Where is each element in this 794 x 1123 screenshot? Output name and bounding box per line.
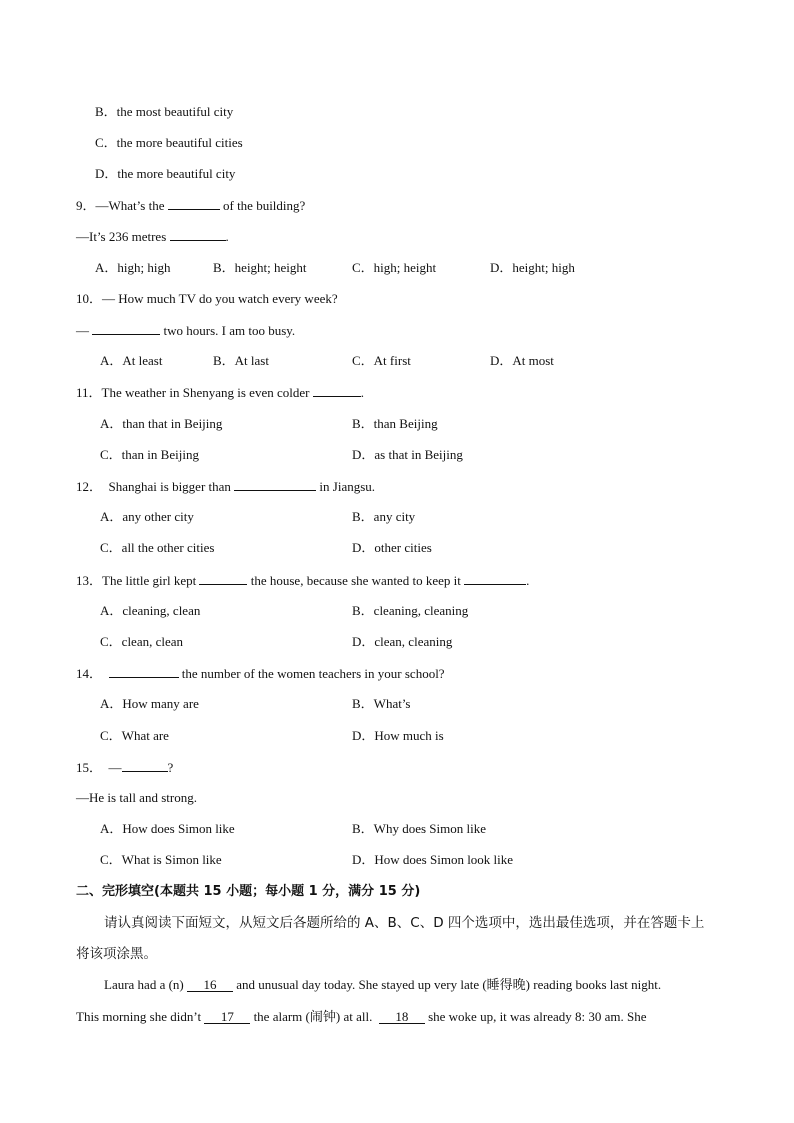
passage-line-2 — [76, 1009, 647, 1025]
q14-option-d: D．How much is — [352, 728, 444, 743]
q13-option-a: A．cleaning, clean — [100, 603, 201, 618]
q13-option-c: C．clean, clean — [100, 634, 184, 649]
q13-stem — [76, 572, 529, 589]
q14-stem-text: the number of the women teachers in your school? — [181, 666, 445, 681]
q13-stem-text: 13．The little girl kept — [76, 573, 197, 588]
q14-blank — [109, 665, 179, 678]
section2-instruction-line-1: 请认真阅读下面短文，从短文后各题所给的 A、B、C、D 四个选项中，选出最佳选项，并在答题卡上 — [104, 915, 705, 931]
q13-blank-1 — [199, 572, 247, 585]
passage-line-1 — [104, 977, 661, 993]
q15-option-b: B．Why does Simon like — [352, 821, 486, 836]
q9-reply-text: —It’s 236 metres — [76, 229, 167, 244]
passage-text: Laura had a (n) — [104, 977, 184, 992]
blank-17-number: 17 — [220, 1009, 234, 1024]
q9-option-a: A．high; high — [95, 260, 171, 275]
q11-stem-text: 11．The weather in Shenyang is even colder — [76, 385, 310, 400]
q14-option-b: B．What’s — [352, 696, 411, 711]
q15-option-a: A．How does Simon like — [100, 821, 235, 836]
q12-stem — [76, 478, 375, 495]
q9-blank-1 — [168, 197, 220, 210]
q10-stem: 10．— How much TV do you watch every week? — [76, 291, 338, 306]
section2-title: 二、完形填空(本题共 15 小题；每小题 1 分，满分 15 分) — [76, 884, 421, 899]
q12-option-d: D．other cities — [352, 540, 432, 555]
q12-blank — [234, 478, 316, 491]
q8-option-b: B．the most beautiful city — [95, 104, 234, 119]
q10-option-b: B．At last — [213, 353, 269, 368]
q9-reply — [76, 228, 229, 245]
q9-stem-text-2: of the building? — [222, 198, 306, 213]
q12-option-c: C．all the other cities — [100, 540, 215, 555]
blank-18-number: 18 — [395, 1009, 409, 1024]
section2-instruction-line-2: 将该项涂黑。 — [76, 946, 157, 962]
q15-option-c: C．What is Simon like — [100, 852, 222, 867]
blank-16 — [187, 977, 233, 992]
q13-stem-end: . — [526, 573, 530, 588]
q10-reply — [76, 322, 295, 339]
q9-option-d: D．height; high — [490, 260, 575, 275]
q11-stem — [76, 384, 364, 401]
q10-option-d: D．At most — [490, 353, 554, 368]
q13-option-b: B．cleaning, cleaning — [352, 603, 469, 618]
q8-option-d: D．the more beautiful city — [95, 166, 236, 181]
q15-option-d: D．How does Simon look like — [352, 852, 514, 867]
q15-stem — [76, 759, 173, 776]
q10-reply-dash: — — [76, 323, 89, 338]
q13-blank-2 — [464, 572, 526, 585]
q13-stem-text-2: the house, because she wanted to keep it — [250, 573, 461, 588]
blank-18 — [379, 1009, 425, 1024]
q12-number: 12． — [76, 479, 103, 494]
q15-number: 15． — [76, 760, 103, 775]
q9-stem — [76, 197, 305, 214]
q12-stem-text: Shanghai is bigger than — [108, 479, 231, 494]
q9-option-c: C．high; height — [352, 260, 437, 275]
passage-text: the alarm (闹钟) at all. — [253, 1009, 373, 1024]
q12-stem-text-2: in Jiangsu. — [319, 479, 376, 494]
q15-blank — [122, 759, 168, 772]
q12-option-a: A．any other city — [100, 509, 194, 524]
q14-option-c: C．What are — [100, 728, 169, 743]
q9-reply-end: . — [225, 229, 229, 244]
q9-stem-text: —What’s the — [95, 198, 165, 213]
q10-blank — [92, 322, 160, 335]
blank-16-number: 16 — [203, 977, 217, 992]
q9-option-b: B．height; height — [213, 260, 307, 275]
q15-stem-end: ? — [167, 760, 174, 775]
passage-text: she woke up, it was already 8: 30 am. She — [428, 1009, 647, 1024]
q11-blank — [313, 384, 361, 397]
q10-reply-text: two hours. I am too busy. — [163, 323, 296, 338]
q10-option-a: A．At least — [100, 353, 163, 368]
q11-option-b: B．than Beijing — [352, 416, 438, 431]
q14-option-a: A．How many are — [100, 696, 199, 711]
q11-option-c: C．than in Beijing — [100, 447, 199, 462]
q14-stem — [76, 665, 445, 682]
q11-option-a: A．than that in Beijing — [100, 416, 223, 431]
passage-text: This morning she didn’t — [76, 1009, 202, 1024]
q10-option-c: C．At first — [352, 353, 411, 368]
q9-number: 9． — [76, 198, 96, 213]
passage-text: and unusual day today. She stayed up very late (睡得晚) reading books last night. — [236, 977, 662, 992]
q15-reply: —He is tall and strong. — [76, 790, 197, 805]
q15-dash: — — [108, 760, 122, 775]
blank-17 — [204, 1009, 250, 1024]
q11-stem-end: . — [360, 385, 364, 400]
q12-option-b: B．any city — [352, 509, 416, 524]
q14-number: 14． — [76, 666, 103, 681]
q11-option-d: D．as that in Beijing — [352, 447, 463, 462]
q8-option-c: C．the more beautiful cities — [95, 135, 243, 150]
q13-option-d: D．clean, cleaning — [352, 634, 453, 649]
q9-blank-2 — [170, 228, 226, 241]
